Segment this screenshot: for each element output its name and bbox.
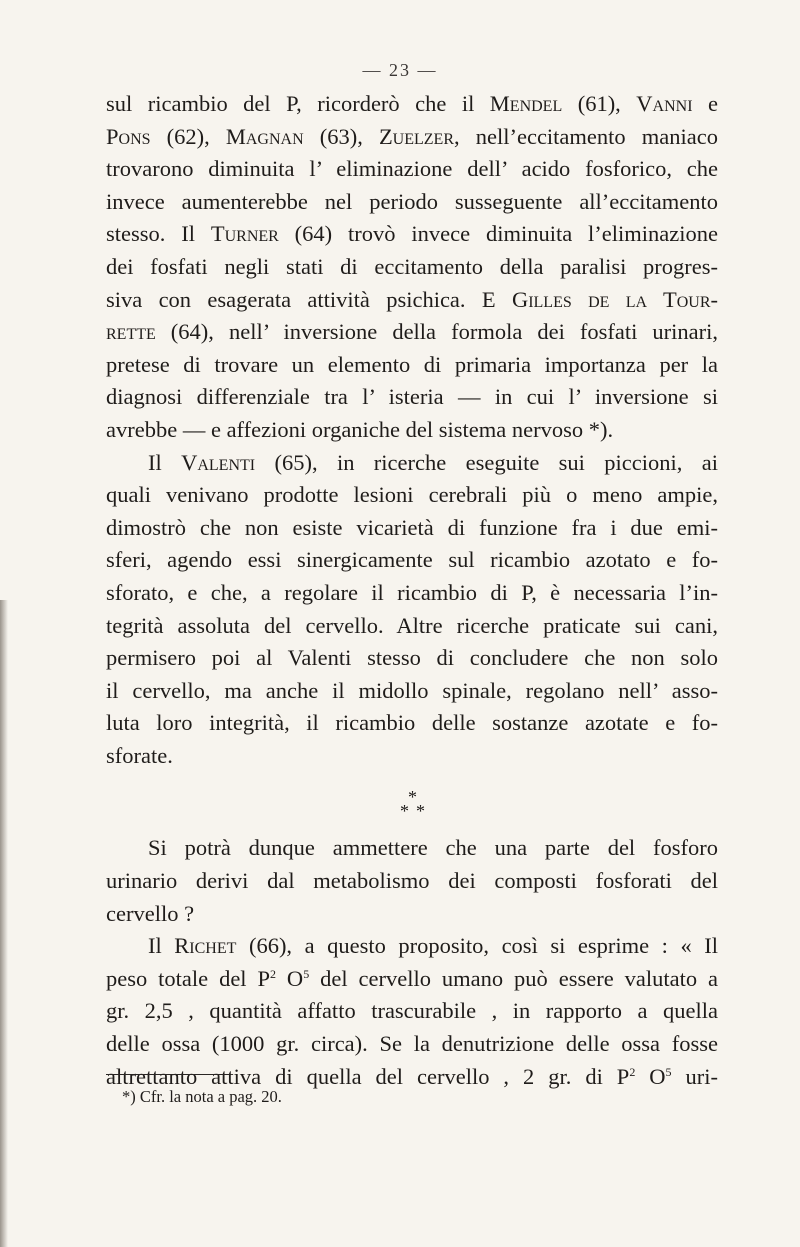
text-run: Si potrà dunque ammettere che una parte del fosforo — [148, 835, 718, 861]
superscript: 5 — [665, 1064, 672, 1079]
text-run: (64) trovò invece diminuita l’eliminazione — [278, 221, 718, 247]
text-line — [106, 610, 718, 643]
text-run: Il — [148, 933, 175, 959]
text-line — [106, 544, 718, 577]
text-line — [106, 930, 718, 963]
text-line — [106, 153, 718, 186]
text-line — [106, 963, 718, 996]
text-run: urinario derivi dal metabolismo dei composti fosforati del — [106, 868, 718, 894]
text-line — [106, 251, 718, 284]
text-run: permisero poi al Valenti stesso di concludere che non solo — [106, 645, 718, 671]
page-number: — 23 — — [362, 60, 438, 80]
text-run: cervello ? — [106, 900, 195, 926]
text-run: , nell’eccitamento maniaco — [454, 123, 718, 149]
author-name: Zuelzer — [378, 123, 455, 149]
text-run: sforato, e che, a regolare il ricambio di P, è necessaria l’in- — [106, 579, 718, 605]
text-line — [106, 381, 718, 414]
text-run: tegrità assoluta del cervello. Altre ricerche praticate sui cani, — [106, 612, 718, 638]
text-run: (61), — [562, 91, 637, 116]
text-line — [106, 1028, 718, 1061]
text-line — [106, 121, 718, 154]
paragraph-2 — [106, 447, 718, 773]
paragraph-1 — [106, 88, 718, 447]
text-line — [106, 642, 718, 675]
separator-star: * — [408, 787, 417, 808]
text-line — [106, 479, 718, 512]
text-line — [106, 832, 718, 865]
superscript: 5 — [303, 966, 310, 981]
text-line — [106, 740, 718, 773]
text-run: (65), in ricerche eseguite sui piccioni, ai — [255, 449, 718, 475]
author-name: Pons — [106, 123, 151, 149]
superscript: 2 — [629, 1064, 636, 1079]
text-line — [106, 865, 718, 898]
text-run: dimostrò che non esiste vicarietà di funzione fra i due emi- — [106, 514, 718, 540]
author-name: Vanni — [636, 91, 693, 116]
text-run: delle ossa (1000 gr. circa). Se la denutrizione delle ossa fosse — [106, 1031, 718, 1057]
text-run: sul ricambio del P, ricorderò che il — [106, 91, 490, 116]
text-run: pretese di trovare un elemento di primaria importanza per la — [106, 351, 718, 377]
text-run: sforate. — [106, 742, 173, 768]
text-run: gr. 2,5 , quantità affatto trascurabile , in rapporto a quella — [106, 998, 718, 1024]
author-name: Valenti — [181, 449, 256, 475]
text-line — [106, 316, 718, 349]
text-run: siva con esagerata attività psichica. E — [106, 286, 512, 312]
paragraph-4 — [106, 930, 718, 1093]
text-run: luta loro integrità, il ricambio delle sostanze azotate e fo- — [106, 710, 718, 736]
text-line — [106, 88, 718, 121]
author-name: rette — [106, 319, 156, 345]
text-run: invece aumenterebbe nel periodo susseguente all’eccitamento — [106, 188, 718, 214]
text-line — [106, 186, 718, 219]
paragraph-3 — [106, 832, 718, 930]
text-line — [106, 707, 718, 740]
footnote-rule — [106, 1074, 230, 1075]
text-run: O — [276, 965, 304, 991]
text-run: (66), a questo proposito, così si esprime : « Il — [236, 933, 718, 959]
text-line — [106, 512, 718, 545]
separator-star: * — [400, 801, 409, 822]
author-name: Gilles de la Tour- — [511, 286, 718, 312]
author-name: Richet — [174, 933, 237, 959]
text-run: uri- — [671, 1063, 718, 1089]
text-run: (62), — [150, 123, 226, 149]
text-line — [106, 995, 718, 1028]
section-separator — [106, 772, 718, 832]
text-line — [106, 349, 718, 382]
body-text — [106, 88, 718, 1093]
page-edge-shadow — [0, 600, 8, 1247]
text-run: Il — [148, 449, 182, 475]
text-run: (64), nell’ inversione della formola dei fosfati urinari, — [155, 319, 718, 345]
text-run: peso totale del P — [106, 965, 270, 991]
text-line — [106, 577, 718, 610]
text-run: altrettanto attiva di quella del cervello , 2 gr. di P — [106, 1063, 630, 1089]
author-name: Turner — [210, 221, 279, 247]
text-line — [106, 218, 718, 251]
footnote: *) Cfr. la nota a pag. 20. — [122, 1087, 282, 1106]
separator-star: * — [416, 801, 425, 822]
text-run: del cervello umano può essere valutato a — [309, 965, 719, 991]
author-name: Mendel — [489, 91, 563, 116]
text-run: il cervello, ma anche il midollo spinale, regolano nell’ asso- — [106, 677, 718, 703]
text-run: quali venivano prodotte lesioni cerebrali più o meno ampie, — [106, 482, 718, 508]
text-run: stesso. Il — [106, 221, 211, 247]
text-run: trovarono diminuita l’ eliminazione dell’ acido fosforico, che — [106, 156, 718, 182]
text-line — [106, 284, 718, 317]
text-line — [106, 447, 718, 480]
text-run: avrebbe — e affezioni organiche del sistema nervoso *). — [106, 416, 614, 442]
text-line — [106, 675, 718, 708]
text-run: diagnosi differenziale tra l’ isteria — in cui l’ inversione si — [106, 384, 718, 410]
text-line — [106, 414, 718, 447]
superscript: 2 — [270, 966, 276, 981]
text-run: dei fosfati negli stati di eccitamento della paralisi progres- — [106, 253, 718, 279]
text-run: e — [692, 91, 718, 116]
text-line — [106, 898, 718, 931]
text-run: O — [635, 1063, 666, 1089]
text-run: (63), — [303, 123, 379, 149]
author-name: Magnan — [225, 123, 304, 149]
text-run: sferi, agendo essi sinergicamente sul ricambio azotato e fo- — [106, 547, 718, 573]
